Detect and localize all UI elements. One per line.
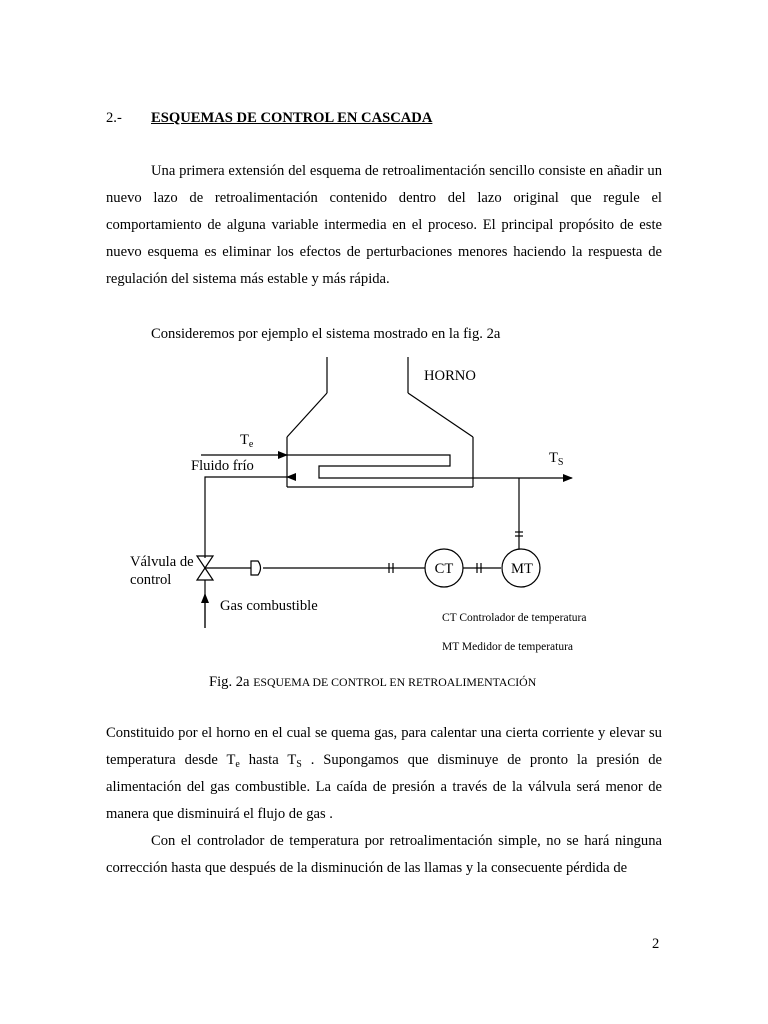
ct-controller-circle: [425, 549, 463, 587]
caption-text: ESQUEMA DE CONTROL EN RETROALIMENTACIÓN: [253, 675, 537, 689]
cold-fluid-line: [205, 477, 287, 558]
para2-line2b: hasta T: [239, 752, 297, 768]
para2-line2a: su temperatura desde T: [106, 725, 662, 768]
page-number: 2: [652, 936, 660, 952]
valvula-label-1: Válvula de: [130, 554, 194, 570]
paragraph-explanation: [106, 720, 662, 882]
para2-line1: Constituido por el horno en el cual se quema gas, para calentar una cierta corriente y elevar: [106, 725, 645, 741]
valve-top: [197, 556, 213, 568]
ts-label: $T_S$: [549, 450, 564, 468]
caption-prefix: Fig. 2a: [209, 674, 254, 690]
para2-sub-e: e: [235, 759, 240, 770]
para2-sub-s: S: [296, 759, 302, 770]
paragraph-intro: [106, 158, 662, 293]
figure-reference-line: Consideremos por ejemplo el sistema mostrado en la fig. 2a: [151, 326, 501, 342]
te-label: $T_e$: [240, 432, 254, 450]
ct-label: CT: [434, 561, 454, 577]
para2-line2c: . Supongamos que disminuye de pronto la presión de alimentación del gas combustible. La caída de presión a través de la válvula será menor de manera que disminuirá el flujo de gas .: [106, 752, 662, 822]
gas-label: Gas combustible: [220, 598, 318, 614]
figure-caption: [209, 674, 536, 691]
valve-bottom: [197, 568, 213, 580]
para2-indented: Con el controlador de temperatura por retroalimentación simple, no se hará ninguna corrección hasta que después de la disminución de las llamas y la consecuente pérdida de: [106, 833, 662, 876]
paragraph-intro-text: Una primera extensión del esquema de retroalimentación sencillo consiste en añadir un nuevo lazo de retroalimentación contenido dentro del lazo original que regule el comportamiento de alguna variable intermedia en el proceso. El principal propósito de este nuevo esquema es eliminar los efectos de perturbaciones menores haciendo la respuesta de regulación del sistema más estable y más rápida.: [106, 163, 662, 287]
hood-left-slope: [287, 393, 327, 437]
mt-label: MT: [511, 561, 533, 577]
legend-mt: MT Medidor de temperatura: [442, 641, 574, 653]
heating-coil: [287, 455, 473, 478]
horno-label: HORNO: [424, 368, 476, 384]
fluido-label: Fluido frío: [191, 458, 254, 474]
legend-ct: CT Controlador de temperatura: [442, 612, 587, 624]
section-heading: [0, 110, 768, 130]
section-title: ESQUEMAS DE CONTROL EN CASCADA: [151, 110, 433, 126]
valvula-label-2: control: [130, 572, 172, 588]
section-number: 2.-: [106, 110, 122, 126]
hood-right-slope: [408, 393, 473, 437]
mt-meter-circle: [502, 549, 540, 587]
valve-actuator: [251, 561, 261, 575]
